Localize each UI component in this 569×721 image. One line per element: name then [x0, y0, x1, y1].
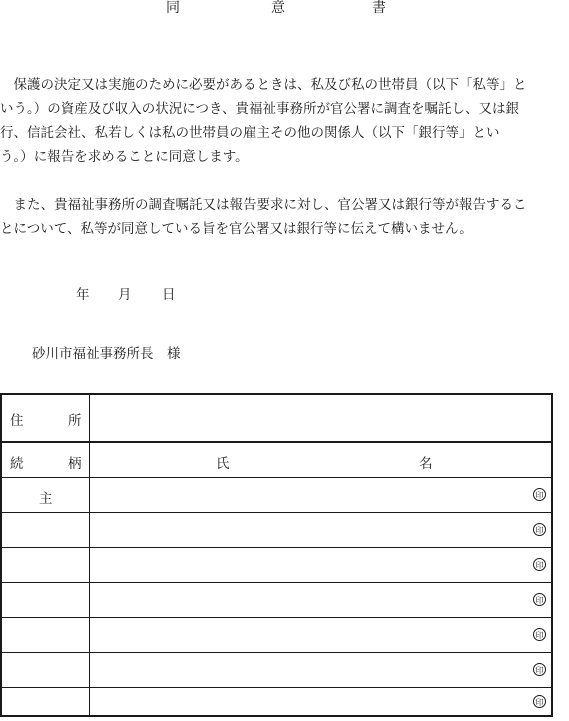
relation-cell[interactable] [2, 513, 90, 547]
address-label-char: 所 [68, 413, 82, 429]
member-row [2, 478, 551, 513]
member-row [2, 653, 551, 688]
name-cell[interactable] [90, 513, 551, 547]
addressee: 砂川市福祉事務所長 様 [32, 346, 181, 362]
name-cell[interactable] [90, 583, 551, 617]
name-label-char: 名 [419, 456, 433, 472]
member-row [2, 618, 551, 653]
name-label-cell [90, 443, 551, 477]
name-cell[interactable] [90, 653, 551, 687]
consent-paragraph-2 [0, 193, 569, 241]
header-row [2, 443, 551, 478]
member-row [2, 583, 551, 618]
paragraph-1-line: 行、信託会社、私若しくは私の世帯員の雇主その他の関係人（以下「銀行等」とい [0, 125, 500, 141]
relation-cell[interactable] [2, 688, 90, 715]
paragraph-1-line: う。）に報告を求めることに同意します。 [0, 149, 249, 165]
member-row [2, 513, 551, 548]
title-char-2: 意 [271, 0, 285, 16]
seal-icon: 印 [533, 628, 546, 641]
name-cell[interactable] [90, 478, 551, 512]
address-input-cell[interactable] [90, 395, 551, 441]
seal-icon: 印 [533, 558, 546, 571]
relation-cell[interactable] [2, 653, 90, 687]
document-title [0, 0, 569, 20]
member-row [2, 688, 551, 715]
address-label-char: 住 [10, 413, 24, 429]
relation-label-char: 柄 [68, 456, 82, 472]
date-month-label: 月 [118, 287, 132, 303]
relation-cell[interactable] [2, 583, 90, 617]
paragraph-2-line: また、貴福祉事務所の調査嘱託又は報告要求に対し、官公署又は銀行等が報告するこ [0, 197, 527, 213]
member-row [2, 548, 551, 583]
date-day-label: 日 [162, 287, 176, 303]
name-label-char: 氏 [216, 456, 230, 472]
signature-table [0, 393, 553, 717]
seal-icon: 印 [533, 663, 546, 676]
date-year-label: 年 [76, 287, 90, 303]
name-cell[interactable] [90, 618, 551, 652]
date-line [0, 283, 569, 303]
relation-cell[interactable] [2, 478, 90, 512]
consent-paragraph-1 [0, 73, 569, 169]
paragraph-1-line: いう。）の資産及び収入の状況につき、貴福祉事務所が官公署に調査を嘱託し、又は銀 [0, 101, 519, 117]
name-cell[interactable] [90, 688, 551, 715]
address-label-cell [2, 395, 90, 441]
seal-icon: 印 [533, 695, 546, 708]
relation-label-cell [2, 443, 90, 477]
seal-icon: 印 [533, 488, 546, 501]
seal-icon: 印 [533, 523, 546, 536]
title-char-3: 書 [372, 0, 386, 16]
address-row [2, 395, 551, 443]
paragraph-2-line: とについて、私等が同意している旨を官公署又は銀行等に伝えて構いません。 [0, 221, 473, 237]
seal-icon: 印 [533, 593, 546, 606]
paragraph-1-line: 保護の決定又は実施のために必要があるときは、私及び私の世帯員（以下「私等」と [0, 77, 527, 93]
head-of-household-label: 主 [39, 491, 53, 507]
title-char-1: 同 [166, 0, 180, 16]
name-cell[interactable] [90, 548, 551, 582]
relation-label-char: 続 [10, 456, 24, 472]
relation-cell[interactable] [2, 618, 90, 652]
relation-cell[interactable] [2, 548, 90, 582]
